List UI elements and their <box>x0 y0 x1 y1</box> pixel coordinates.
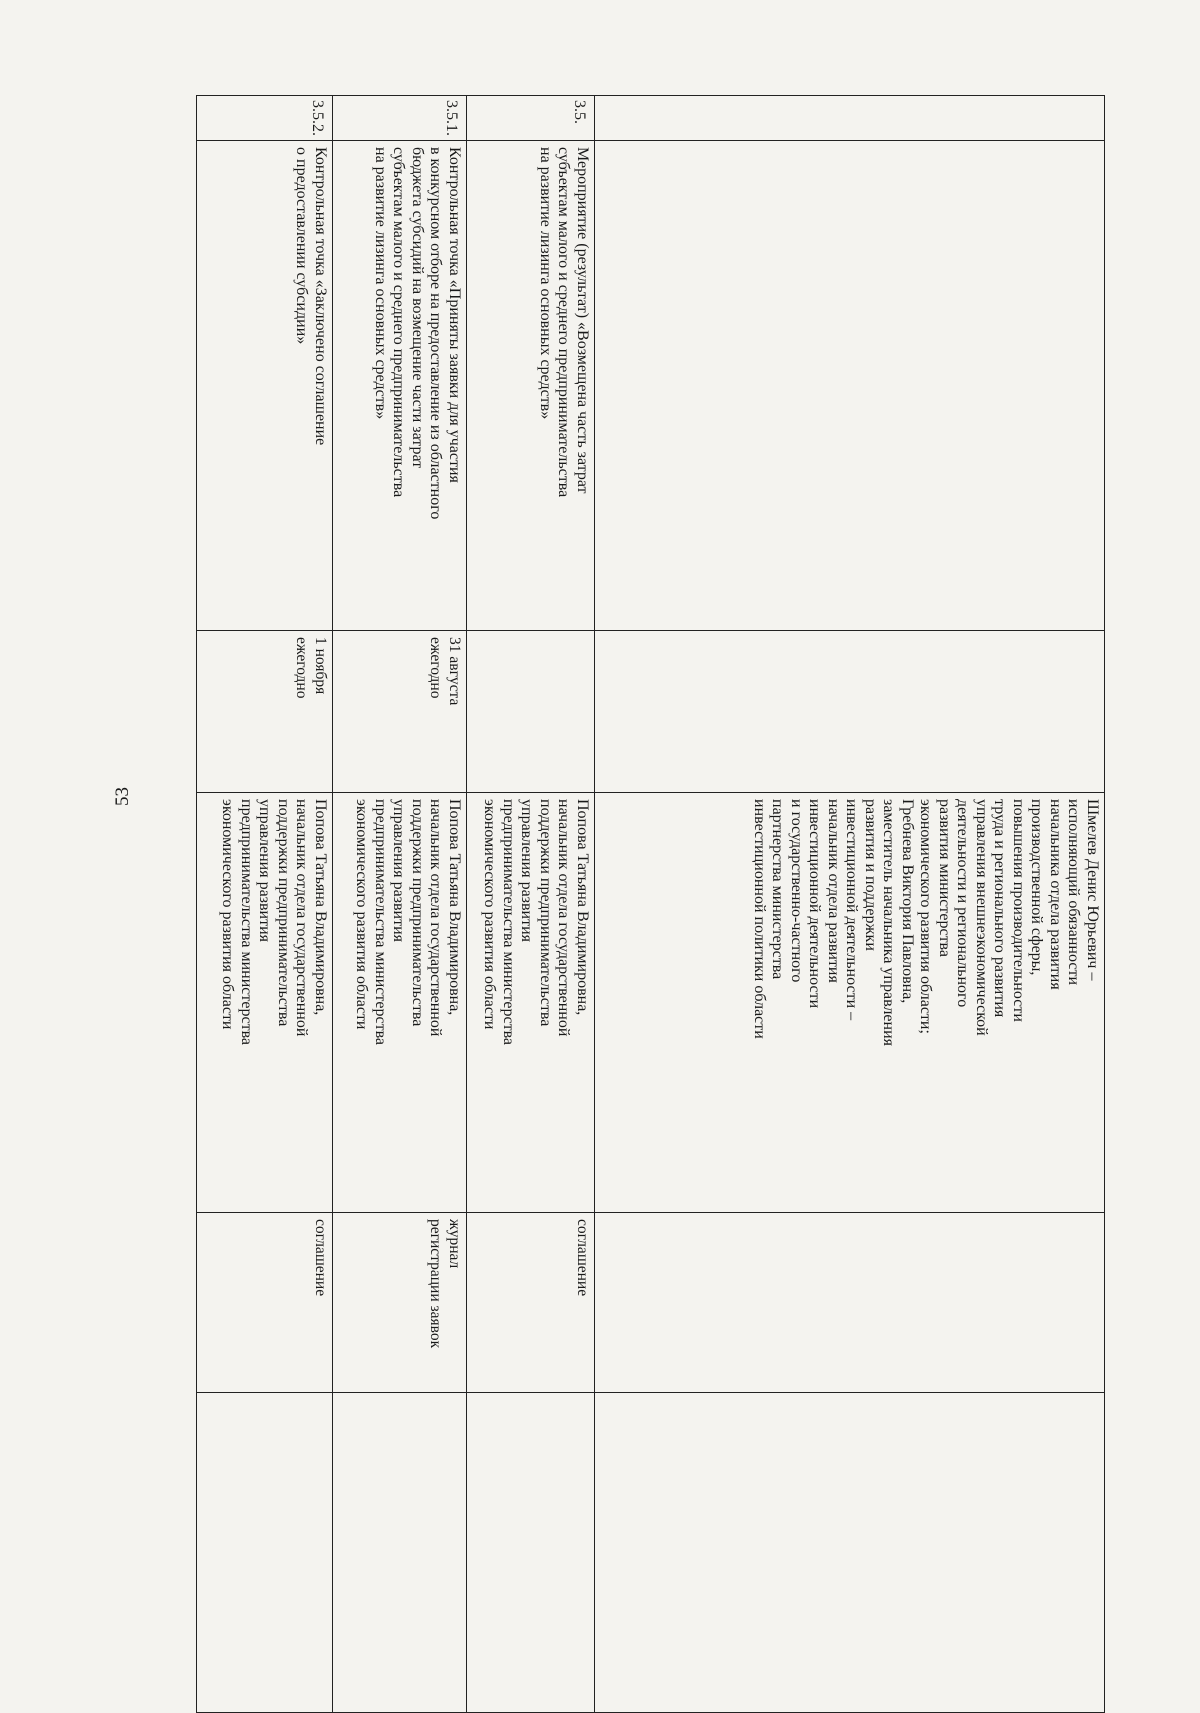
page-number: 53 <box>112 787 133 806</box>
document-line: соглашение <box>312 1219 329 1297</box>
row-number-cell <box>595 96 1105 141</box>
responsible-line: начальник отдела государственной <box>555 799 573 1037</box>
table-row <box>333 96 467 1713</box>
task-cell <box>595 141 1105 631</box>
row-number-cell: 3.5.2. <box>197 96 333 141</box>
responsible-line: начальник отдела государственной <box>293 799 311 1037</box>
responsible-line: экономического развития области; <box>917 799 935 1034</box>
table-row <box>595 96 1105 1713</box>
row-number-cell: 3.5.1. <box>333 96 467 141</box>
deadline-cell <box>595 631 1105 793</box>
responsible-line: начальника отдела развития <box>1047 799 1064 990</box>
responsible-line: предпринимательства министерства <box>238 799 255 1046</box>
document-line: регистрации заявок <box>427 1219 445 1349</box>
responsible-line: повышения производительности <box>1010 799 1027 1022</box>
document-line: журнал <box>446 1219 463 1269</box>
deadline-cell <box>467 631 595 793</box>
responsible-line: инвестиционной политики области <box>751 799 768 1039</box>
responsible-line: начальник отдела развития <box>825 799 842 983</box>
deadline-line: ежегодно <box>427 637 445 699</box>
responsible-cell <box>595 793 1105 1213</box>
responsible-line: предпринимательства министерства <box>500 799 517 1046</box>
responsible-line: Шмелев Денис Юрьевич – <box>1084 799 1101 981</box>
responsible-line: управления развития <box>256 799 274 943</box>
deadline-line: 1 ноября <box>312 637 329 695</box>
task-line: бюджета субсидий на возмещение части затрат <box>409 147 426 469</box>
table-row <box>197 96 333 1713</box>
task-line: на развитие лизинга основных средств» <box>372 147 389 420</box>
responsible-line: инвестиционной деятельности <box>806 799 824 1009</box>
task-cell <box>197 141 333 631</box>
task-line: Контрольная точка «Приняты заявки для участия <box>446 147 463 483</box>
responsible-line: управления развития <box>518 799 536 943</box>
responsible-line: экономического развития области <box>353 799 371 1030</box>
responsible-line: Попова Татьяна Владимировна, <box>446 799 463 1016</box>
rotated-table-sheet <box>197 95 1105 1712</box>
responsible-line: развития и поддержки <box>862 799 879 951</box>
table-row <box>467 96 595 1713</box>
deadline-line: 31 августа <box>446 637 463 706</box>
row-number-cell: 3.5. <box>467 96 595 141</box>
responsible-line: инвестиционной деятельности – <box>843 799 861 1021</box>
responsible-line: экономического развития области <box>219 799 237 1030</box>
extra-cell <box>467 1393 595 1713</box>
responsible-cell <box>333 793 467 1213</box>
responsible-line: начальник отдела государственной <box>427 799 445 1037</box>
document-line: соглашение <box>574 1219 591 1297</box>
responsible-line: и государственно-частного <box>788 799 805 983</box>
deadline-line: ежегодно <box>293 637 311 699</box>
responsible-line: предпринимательства министерства <box>372 799 389 1046</box>
responsible-line: экономического развития области <box>481 799 499 1030</box>
responsible-cell <box>197 793 333 1213</box>
document-cell <box>595 1213 1105 1393</box>
responsible-line: деятельности и регионального <box>954 799 972 1008</box>
task-line: Мероприятие (результат) «Возмещена часть затрат <box>574 147 591 494</box>
task-line: о предоставлении субсидии» <box>293 147 311 345</box>
extra-cell <box>197 1393 333 1713</box>
responsible-line: развития министерства <box>936 799 953 957</box>
responsible-line: заместитель начальника управления <box>880 799 898 1047</box>
document-cell <box>467 1213 595 1393</box>
extra-cell <box>333 1393 467 1713</box>
task-line: субъектам малого и среднего предпринимательства <box>390 147 408 498</box>
responsible-line: Гребнева Виктория Павловна, <box>899 799 916 1004</box>
task-cell <box>333 141 467 631</box>
document-cell <box>197 1213 333 1393</box>
deadline-cell <box>333 631 467 793</box>
responsible-line: Попова Татьяна Владимировна, <box>312 799 329 1016</box>
responsible-line: управления развития <box>390 799 408 943</box>
task-line: Контрольная точка «Заключено соглашение <box>312 147 329 446</box>
responsible-line: поддержки предпринимательства <box>275 799 292 1027</box>
responsible-line: производственной сферы, <box>1028 799 1046 976</box>
responsible-line: исполняющий обязанности <box>1065 799 1083 986</box>
task-line: в конкурсном отборе на предоставление из областного <box>427 147 445 520</box>
extra-cell <box>595 1393 1105 1713</box>
responsible-line: поддержки предпринимательства <box>409 799 426 1027</box>
responsible-line: управления внешнеэкономической <box>973 799 990 1036</box>
plan-table <box>196 95 1105 1713</box>
responsible-line: поддержки предпринимательства <box>537 799 554 1027</box>
task-line: на развитие лизинга основных средств» <box>537 147 554 420</box>
responsible-line: Попова Татьяна Владимировна, <box>574 799 591 1016</box>
deadline-cell <box>197 631 333 793</box>
responsible-line: партнерства министерства <box>769 799 787 980</box>
responsible-cell <box>467 793 595 1213</box>
task-cell <box>467 141 595 631</box>
responsible-line: труда и регионального развития <box>991 799 1009 1018</box>
document-cell <box>333 1213 467 1393</box>
task-line: субъектам малого и среднего предпринимательства <box>555 147 573 498</box>
